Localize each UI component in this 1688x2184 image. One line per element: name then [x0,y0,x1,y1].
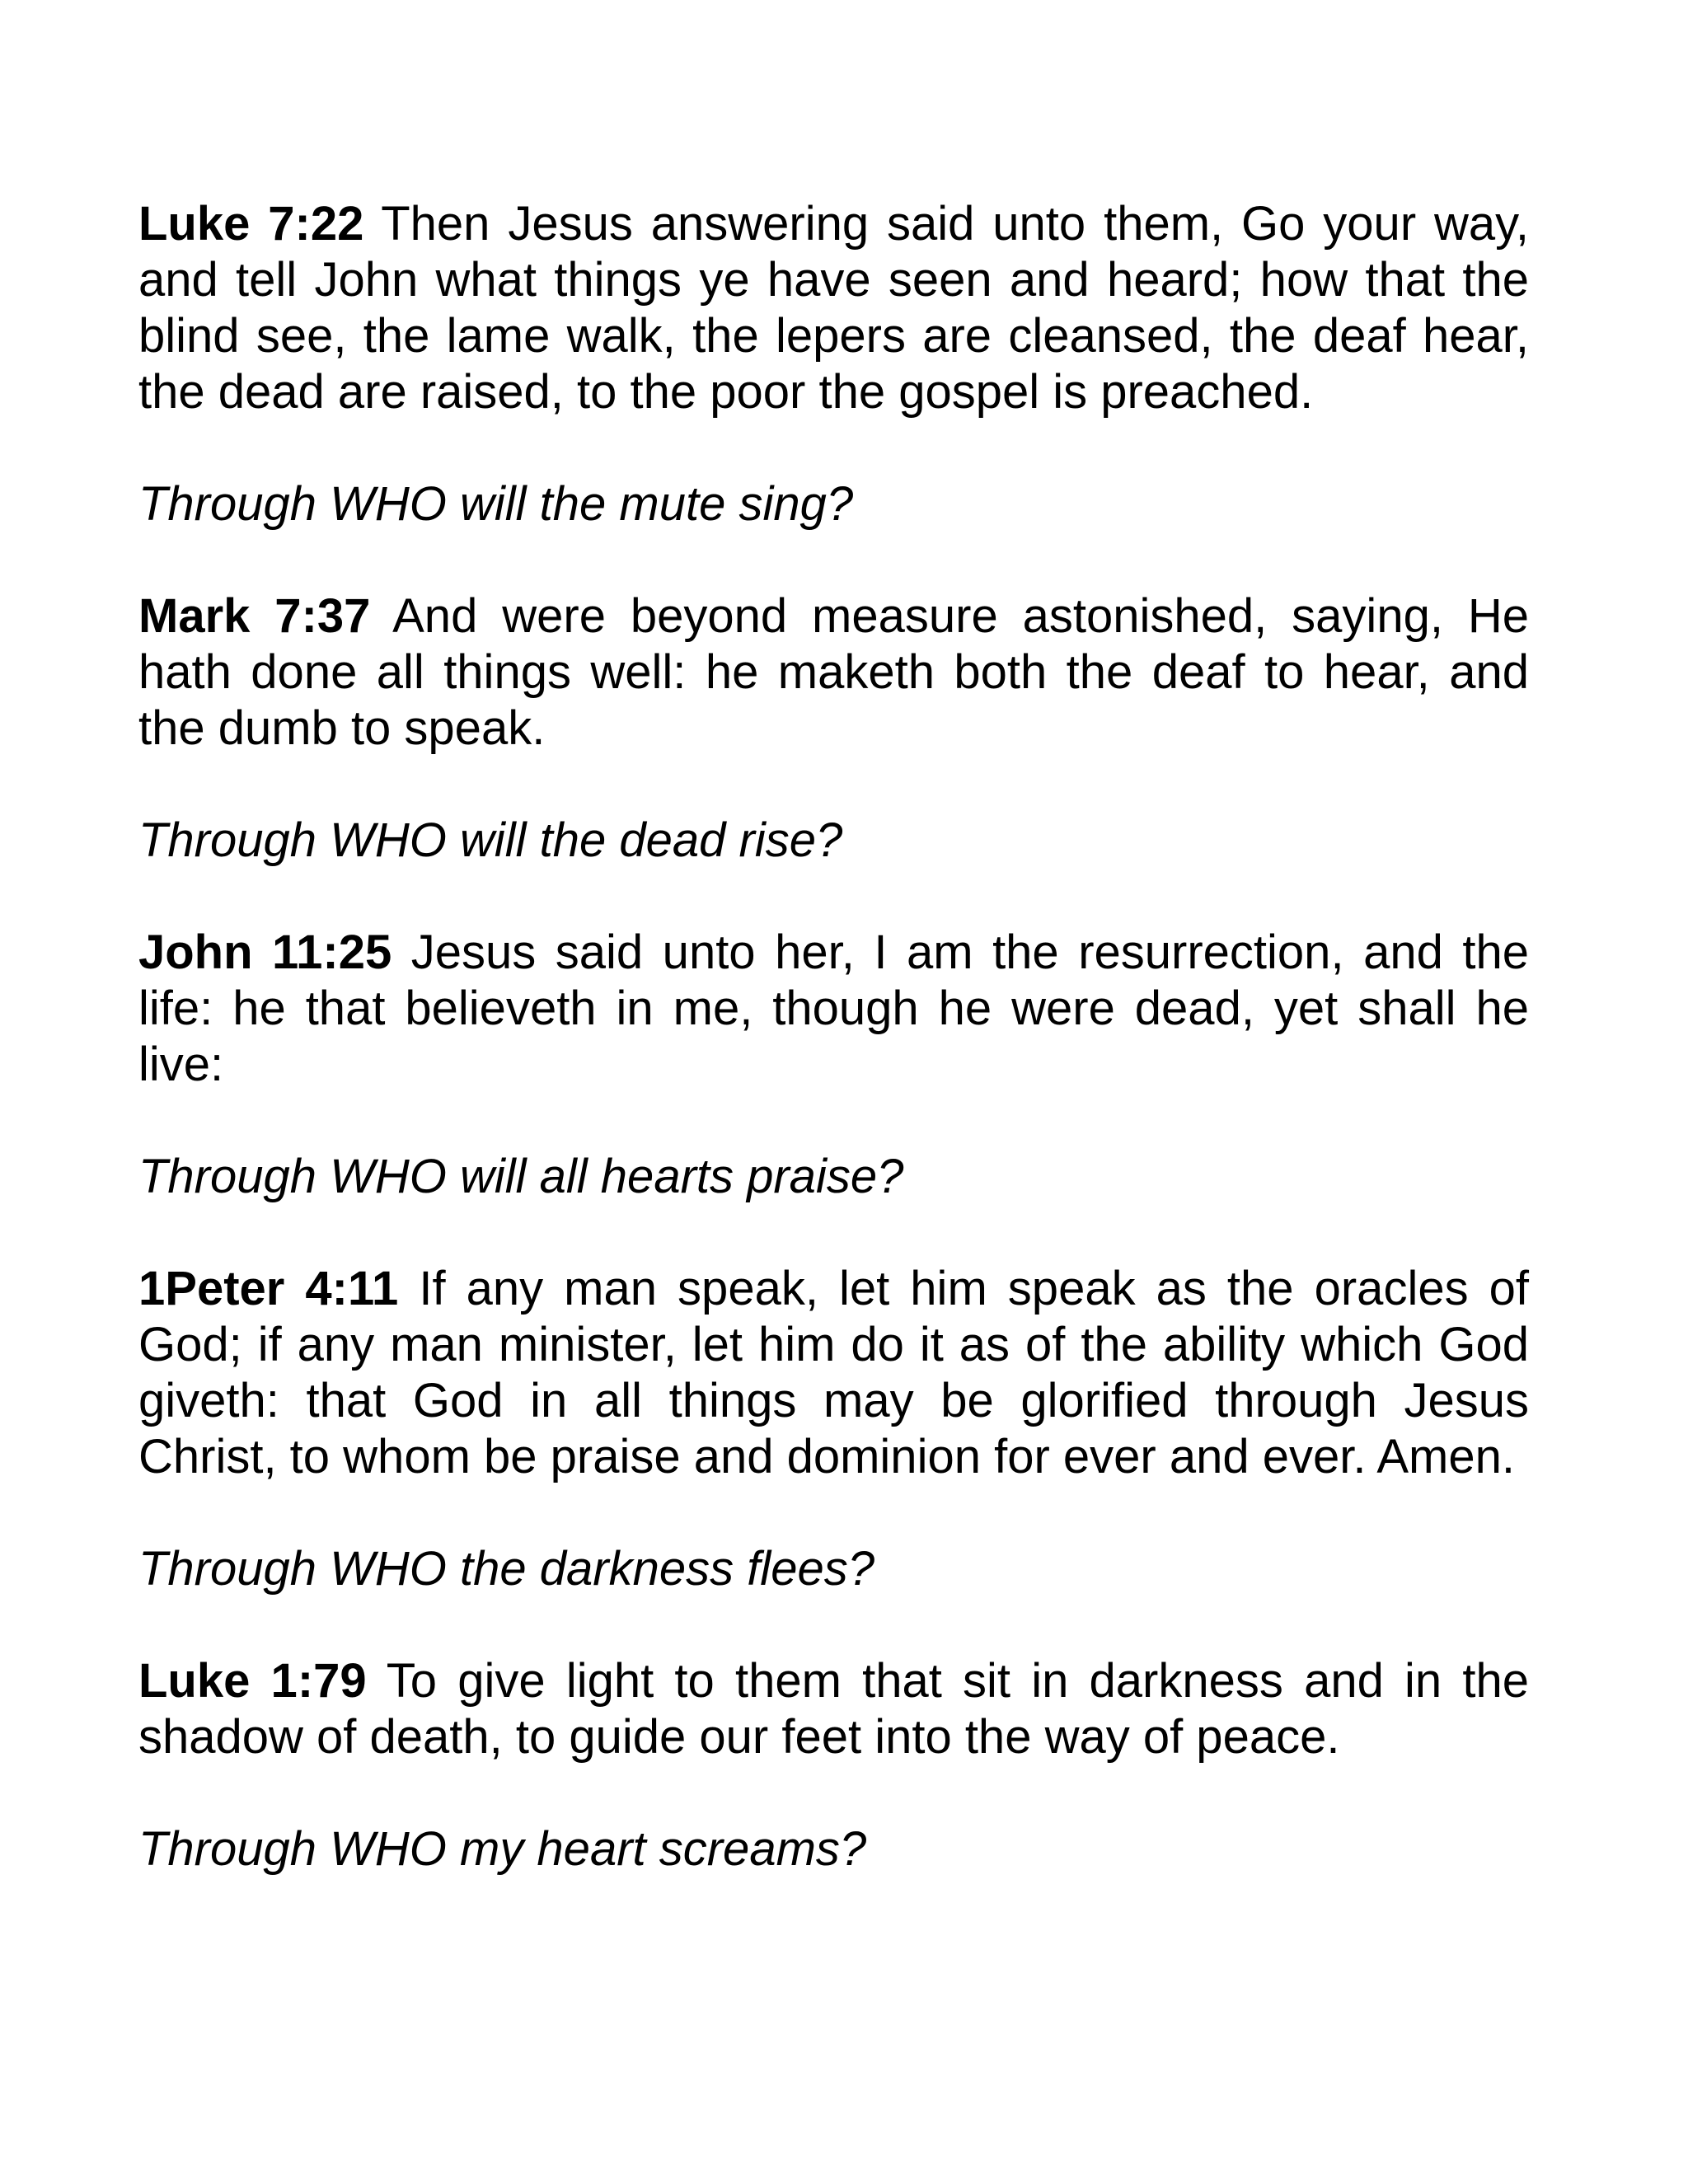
verse-text: And were beyond measure astonished, saying, He hath done all things well: he maketh both the deaf to hear, and the dumb to speak. [138,589,1530,755]
question-line: Through WHO the darkness flees? [138,1542,874,1596]
verse-text: Then Jesus answering said unto them, Go your way, and tell John what things ye have seen and heard; how that the blind see, the lame walk, the lepers are cleansed, the deaf hear, the dead are raised, to the poor the gospel is preached. [138,197,1529,419]
verse-text: Jesus said unto her, I am the resurrection, and the life: he that believeth in me, though he were dead, yet shall he live: [138,926,1529,1091]
verse-reference: John 11:25 [138,926,392,979]
verse-paragraph [138,196,1529,420]
question-line: Through WHO will the mute sing? [138,477,854,531]
verse-paragraph [138,588,1529,757]
verse-reference: 1Peter 4:11 [138,1262,399,1315]
question-line: Through WHO will all hearts praise? [138,1150,904,1203]
verse-reference: Luke 7:22 [138,197,364,251]
verse-text: To give light to them that sit in darkness and in the shadow of death, to guide our feet into the way of peace. [138,1654,1529,1764]
question-line: Through WHO will the dead rise? [138,813,843,867]
verse-paragraph [138,925,1529,1093]
verse-paragraph [138,1653,1529,1765]
verse-paragraph [138,1261,1529,1485]
verse-reference: Mark 7:37 [138,589,371,643]
verse-text: If any man speak, let him speak as the oracles of God; if any man minister, let him do it as of the ability which God giveth: that God in all things may be glorified through Jesus Christ, to whom be praise and dominion for ever and ever. Amen. [138,1262,1530,1483]
question-line: Through WHO my heart screams? [138,1822,867,1876]
document-body [138,196,1529,1933]
verse-reference: Luke 1:79 [138,1654,367,1708]
